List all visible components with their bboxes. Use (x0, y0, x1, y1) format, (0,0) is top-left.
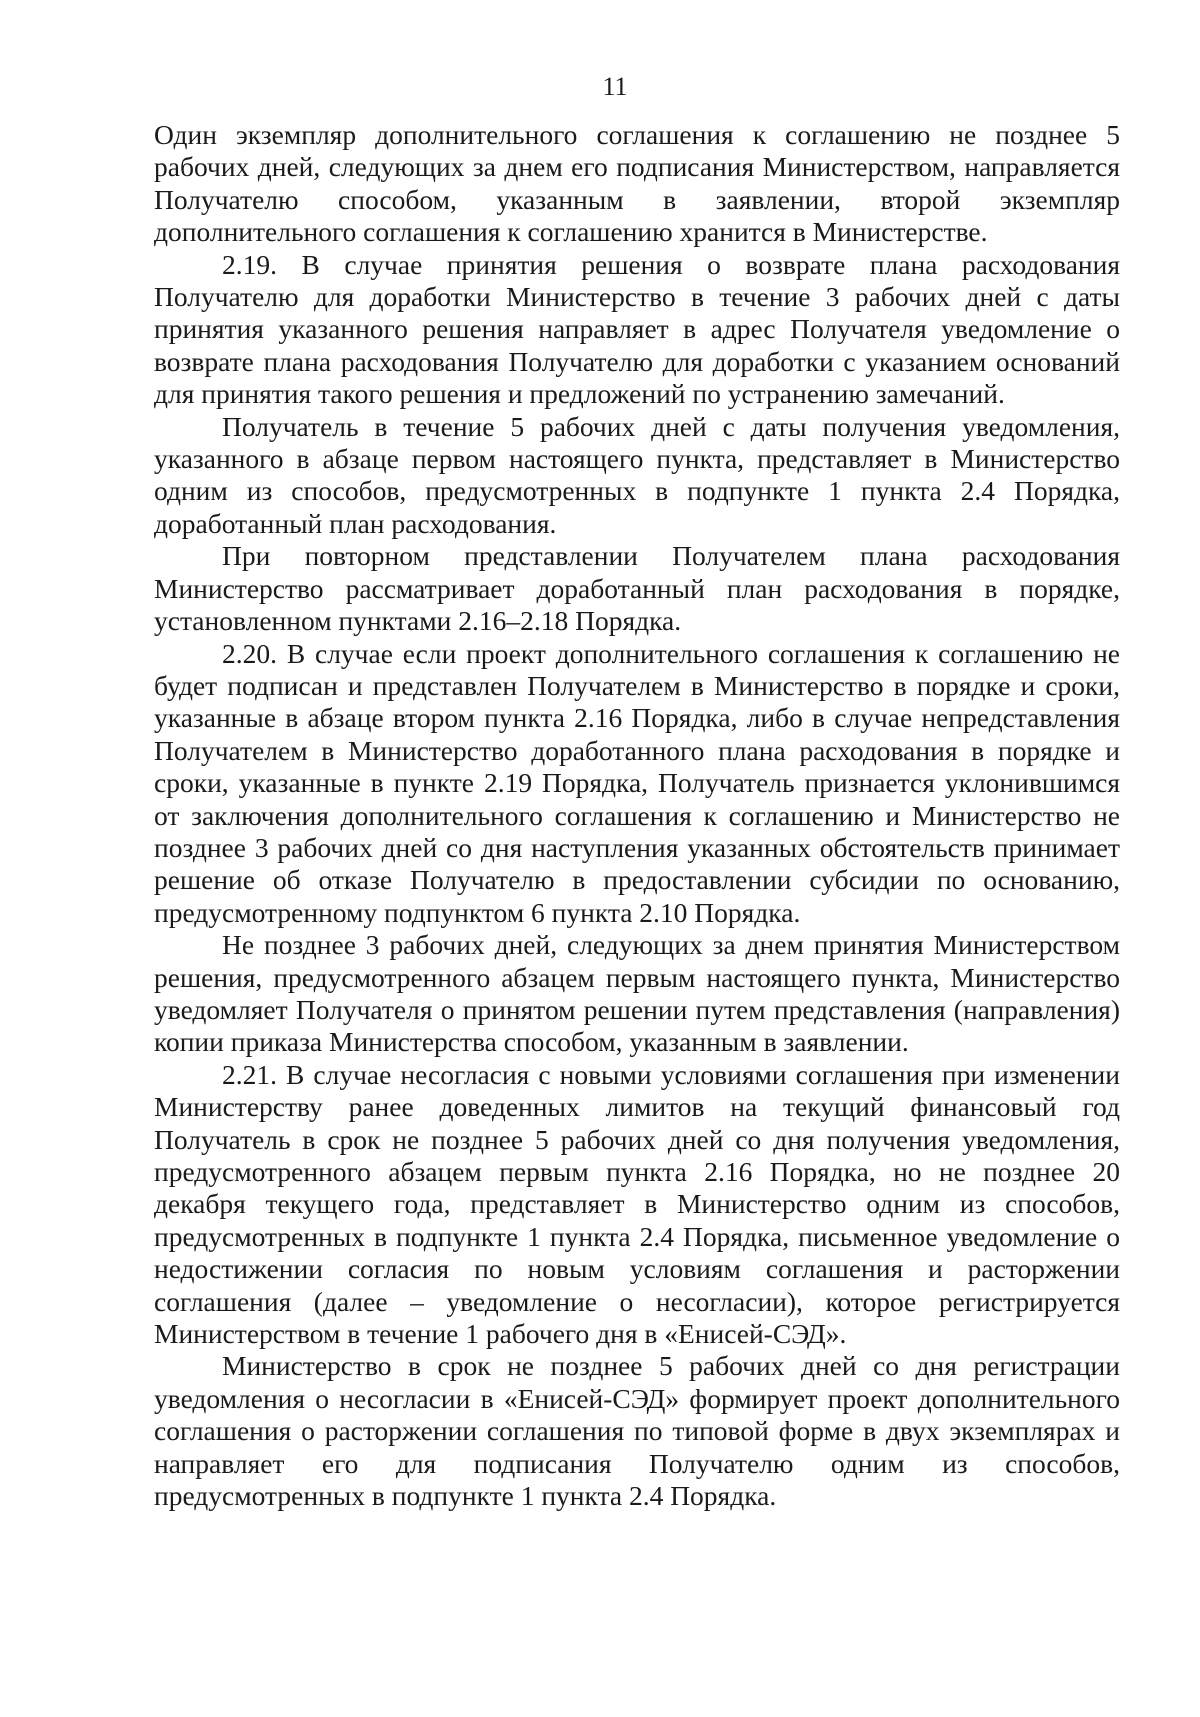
paragraph-2-19-resubmission: При повторном представлении Получателем плана расходования Министерство рассматривает доработанный план расходования в порядке, установленном пунктами 2.16–2.18 Порядка. (154, 540, 1120, 637)
paragraph-2-21-ministry: Министерство в срок не позднее 5 рабочих дней со дня регистрации уведомления о несогласии в «Енисей-СЭД» формирует проект дополнительного соглашения о расторжении соглашения по типовой форме в двух экземплярах и направляет его для подписания Получателю одним из способов, предусмотренных в подпункте 1 пункта 2.4 Порядка. (154, 1350, 1120, 1512)
paragraph-2-20-notification: Не позднее 3 рабочих дней, следующих за днем принятия Министерством решения, предусмотренного абзацем первым настоящего пункта, Министерство уведомляет Получателя о принятом решении путем представления (направления) копии приказа Министерства способом, указанным в заявлении. (154, 929, 1120, 1058)
paragraph-2-19-recipient: Получатель в течение 5 рабочих дней с даты получения уведомления, указанного в абзаце первом настоящего пункта, представляет в Министерство одним из способов, предусмотренных в подпункте 1 пункта 2.4 Порядка, доработанный план расходования. (154, 410, 1120, 539)
paragraph-2-20: 2.20. В случае если проект дополнительного соглашения к соглашению не будет подписан и представлен Получателем в Министерство в порядке и сроки, указанные в абзаце втором пункта 2.16 Порядка, либо в случае непредставления Получателем в Министерство доработанного плана расходования в порядке и сроки, указанные в пункте 2.19 Порядка, Получатель признается уклонившимся от заключения дополнительного соглашения к соглашению и Министерство не позднее 3 рабочих дней со дня наступления указанных обстоятельств принимает решение об отказе Получателю в предоставлении субсидии по основанию, предусмотренному подпунктом 6 пункта 2.10 Порядка. (154, 637, 1120, 928)
paragraph-continuation: Один экземпляр дополнительного соглашения к соглашению не позднее 5 рабочих дней, следующих за днем его подписания Министерством, направляется Получателю способом, указанным в заявлении, второй экземпляр дополнительного соглашения к соглашению хранится в Министерстве. (154, 119, 1120, 248)
paragraph-2-21: 2.21. В случае несогласия с новыми условиями соглашения при изменении Министерству ранее доведенных лимитов на текущий финансовый год Получатель в срок не позднее 5 рабочих дней со дня получения уведомления, предусмотренного абзацем первым пункта 2.16 Порядка, но не позднее 20 декабря текущего года, представляет в Министерство одним из способов, предусмотренных в подпункте 1 пункта 2.4 Порядка, письменное уведомление о недостижении согласия по новым условиям соглашения и расторжении соглашения (далее – уведомление о несогласии), которое регистрируется Министерством в течение 1 рабочего дня в «Енисей-СЭД». (154, 1058, 1120, 1350)
page-number: 11 (602, 72, 628, 101)
paragraph-2-19: 2.19. В случае принятия решения о возврате плана расходования Получателю для доработки Министерство в течение 3 рабочих дней с даты принятия указанного решения направляет в адрес Получателя уведомление о возврате плана расходования Получателю для доработки с указанием оснований для принятия такого решения и предложений по устранению замечаний. (154, 248, 1120, 410)
document-body (154, 119, 1120, 1512)
